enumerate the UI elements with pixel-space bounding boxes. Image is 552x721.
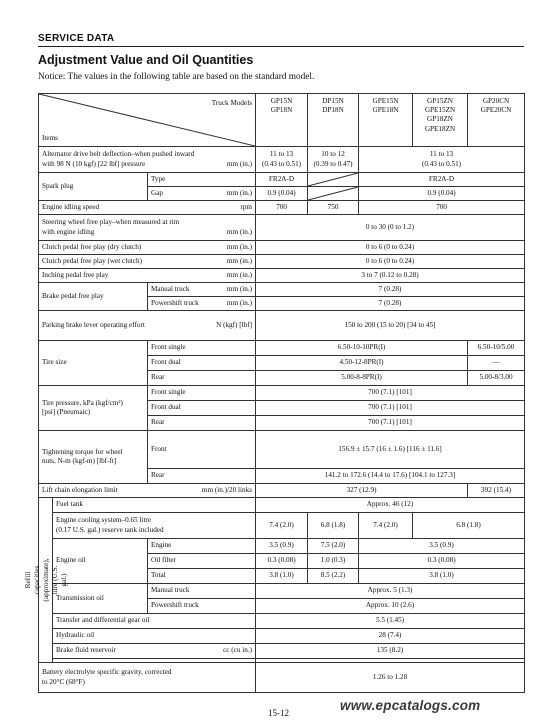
oil-engine-label: Engine bbox=[148, 539, 256, 554]
header-row bbox=[39, 94, 525, 147]
tire-front-single-value: 6.50-10-10PR(I) bbox=[256, 341, 468, 356]
table-row bbox=[39, 147, 525, 173]
page-number: 15-12 bbox=[268, 708, 289, 718]
oil-total-value-1: 3.8 (1.0) bbox=[256, 569, 308, 584]
inching-label: Inching pedal free play bbox=[42, 270, 109, 279]
chain-value-5: 392 (15.4) bbox=[468, 484, 525, 498]
torque-label: Tightening torque for wheel nuts, N-m (kgf-m) [lbf-ft] bbox=[39, 431, 148, 484]
engine-oil-label: Engine oil bbox=[53, 539, 148, 584]
oil-filter-value-3: 0.3 (0.08) bbox=[359, 554, 525, 569]
truck-models-label: Truck Models bbox=[211, 99, 253, 107]
row-label bbox=[39, 241, 256, 255]
pressure-front-dual-label: Front dual bbox=[148, 401, 256, 416]
refill-label-cell bbox=[22, 498, 69, 663]
oil-engine-value-2: 7.5 (2.0) bbox=[308, 539, 359, 554]
pressure-front-single-label: Front single bbox=[148, 386, 256, 401]
table-row bbox=[39, 513, 525, 539]
brake-manual-value: 7 (0.28) bbox=[256, 283, 525, 297]
belt-value-3: 11 to 13 (0.43 to 0.51) bbox=[359, 147, 525, 173]
brake-label: Brake pedal free play bbox=[39, 283, 148, 311]
idle-unit: rpm bbox=[240, 202, 253, 211]
idle-value-2: 750 bbox=[308, 201, 359, 215]
idle-label: Engine idling speed bbox=[42, 202, 100, 211]
torque-rear-label: Rear bbox=[148, 469, 256, 484]
belt-value-2: 10 to 12 (0.39 to 0.47) bbox=[308, 147, 359, 173]
brake-fluid-unit: cc (cu in.) bbox=[223, 646, 253, 655]
header-rule bbox=[38, 46, 524, 47]
row-label bbox=[39, 311, 256, 341]
brake-fluid-value: 135 (8.2) bbox=[256, 644, 525, 659]
table-row bbox=[39, 341, 525, 356]
cooling-value-3: 7.4 (2.0) bbox=[359, 513, 413, 539]
clutch-wet-unit: mm (in.) bbox=[226, 256, 253, 265]
inching-unit: mm (in.) bbox=[226, 270, 253, 279]
steer-label: Steering wheel free play–when measured at rim with engine idling bbox=[42, 218, 180, 236]
hydraulic-value: 28 (7.4) bbox=[256, 629, 525, 644]
tire-front-dual-value-5: — bbox=[468, 356, 525, 371]
table-row bbox=[39, 484, 525, 498]
oil-total-label: Total bbox=[148, 569, 256, 584]
pressure-rear-label: Rear bbox=[148, 416, 256, 431]
header-diagonal-cell bbox=[39, 94, 256, 147]
battery-label: Battery electrolyte specific gravity, corrected to 20°C (68°F) bbox=[39, 663, 256, 693]
oil-filter-value-1: 0.3 (0.08) bbox=[256, 554, 308, 569]
oil-total-value-2: 8.5 (2.2) bbox=[308, 569, 359, 584]
spark-gap-label: Gap bbox=[151, 188, 163, 197]
table-row bbox=[39, 584, 525, 599]
trans-manual-label: Manual truck bbox=[148, 584, 256, 599]
spec-table bbox=[22, 93, 525, 693]
pressure-rear-value: 700 (7.1) [101] bbox=[256, 416, 525, 431]
section-label: SERVICE DATA bbox=[38, 33, 115, 44]
battery-value: 1.26 to 1.28 bbox=[256, 663, 525, 693]
row-label bbox=[39, 269, 256, 283]
clutch-wet-value: 0 to 6 (0 to 0.24) bbox=[256, 255, 525, 269]
tire-rear-label: Rear bbox=[148, 371, 256, 386]
clutch-dry-unit: mm (in.) bbox=[226, 242, 253, 251]
table-row bbox=[39, 498, 525, 513]
clutch-dry-label: Clutch pedal free play (dry clutch) bbox=[42, 242, 142, 251]
row-label bbox=[39, 484, 256, 498]
table-row bbox=[39, 431, 525, 469]
cooling-value-2: 6.8 (1.8) bbox=[308, 513, 359, 539]
row-label bbox=[148, 187, 256, 201]
row-label bbox=[148, 297, 256, 311]
hydraulic-label: Hydraulic oil bbox=[53, 629, 256, 644]
steer-value: 0 to 30 (0 to 1.2) bbox=[256, 215, 525, 241]
cooling-value-1: 7.4 (2.0) bbox=[256, 513, 308, 539]
notice-text: Notice: The values in the following table are based on the standard model. bbox=[38, 72, 315, 82]
tire-label: Tire size bbox=[39, 341, 148, 386]
belt-label: Alternator drive belt deflection–when pushed inward with 98 N (10 kgf) [22 lbf] pressure bbox=[42, 150, 195, 168]
diff-value: 5.5 (1.45) bbox=[256, 614, 525, 629]
table-row bbox=[39, 629, 525, 644]
idle-value-3: 700 bbox=[359, 201, 525, 215]
parking-value: 150 to 200 (15 to 20) [34 to 45] bbox=[256, 311, 525, 341]
row-label bbox=[53, 644, 256, 659]
table-row bbox=[39, 201, 525, 215]
brake-fluid-label: Brake fluid reservoir bbox=[56, 646, 116, 655]
pressure-front-single-value: 700 (7.1) [101] bbox=[256, 386, 525, 401]
clutch-dry-value: 0 to 6 (0 to 0.24) bbox=[256, 241, 525, 255]
fuel-value: Approx. 46 (12) bbox=[256, 498, 525, 513]
belt-unit: mm (in.) bbox=[226, 159, 253, 168]
diagonal-cell bbox=[308, 187, 359, 201]
spark-type-label: Type bbox=[148, 173, 256, 187]
spark-gap-value-1: 0.9 (0.04) bbox=[256, 187, 308, 201]
torque-front-label: Front bbox=[148, 431, 256, 469]
steer-unit: mm (in.) bbox=[226, 227, 253, 236]
fuel-label: Fuel tank bbox=[53, 498, 256, 513]
model-header-4: GP15ZN GPE15ZN GP18ZN GPE18ZN bbox=[413, 94, 468, 147]
chain-unit: mm (in.)/20 links bbox=[201, 485, 253, 494]
trans-power-value: Approx. 10 (2.6) bbox=[256, 599, 525, 614]
spark-gap-value-3: 0.9 (0.04) bbox=[359, 187, 525, 201]
model-header-5: GP20CN GPE20CN bbox=[468, 94, 525, 147]
oil-filter-value-2: 1.0 (0.3) bbox=[308, 554, 359, 569]
tire-front-dual-label: Front dual bbox=[148, 356, 256, 371]
idle-value-1: 700 bbox=[256, 201, 308, 215]
brake-power-value: 7 (0.28) bbox=[256, 297, 525, 311]
brake-manual-unit: mm (in.) bbox=[226, 284, 253, 293]
table-row bbox=[39, 283, 525, 297]
spark-type-value-3: FR2A-D bbox=[359, 173, 525, 187]
torque-rear-value: 141.2 to 172.6 (14.4 to 17.6) [104.1 to 127.3] bbox=[256, 469, 525, 484]
tire-rear-value: 5.00-8-8PR(I) bbox=[256, 371, 468, 386]
cooling-value-4: 6.8 (1.8) bbox=[413, 513, 525, 539]
spark-label: Spark plug bbox=[39, 173, 148, 201]
chain-value: 327 (12.9) bbox=[256, 484, 468, 498]
tire-rear-value-5: 5.00-8/3.00 bbox=[468, 371, 525, 386]
inching-value: 3 to 7 (0.12 to 0.28) bbox=[256, 269, 525, 283]
oil-engine-value-1: 3.5 (0.9) bbox=[256, 539, 308, 554]
table-row bbox=[39, 269, 525, 283]
trans-manual-value: Approx. 5 (1.3) bbox=[256, 584, 525, 599]
chain-label: Lift chain elongation limit bbox=[42, 485, 118, 494]
brake-manual-label: Manual truck bbox=[151, 284, 190, 293]
refill-label: Refill capacities (approximate), litre (U.S. gal.) bbox=[22, 558, 69, 602]
model-header-2: DP15N DP18N bbox=[308, 94, 359, 147]
model-header-1: GP15N GP18N bbox=[256, 94, 308, 147]
table-row bbox=[39, 663, 525, 693]
table-row bbox=[39, 255, 525, 269]
row-label bbox=[39, 147, 256, 173]
oil-filter-label: Oil filter bbox=[148, 554, 256, 569]
row-label bbox=[148, 283, 256, 297]
clutch-wet-label: Clutch pedal free play (wet clutch) bbox=[42, 256, 142, 265]
oil-total-value-3: 3.8 (1.0) bbox=[359, 569, 525, 584]
row-label bbox=[39, 201, 256, 215]
items-label: Items bbox=[42, 133, 58, 142]
table-row bbox=[39, 614, 525, 629]
page-title: Adjustment Value and Oil Quantities bbox=[38, 53, 254, 67]
brake-power-label: Powershift truck bbox=[151, 298, 199, 307]
table-row bbox=[39, 386, 525, 401]
diagonal-cell bbox=[308, 173, 359, 187]
belt-value-1: 11 to 13 (0.43 to 0.51) bbox=[256, 147, 308, 173]
diff-label: Transfer and differential gear oil bbox=[53, 614, 256, 629]
table-row bbox=[39, 311, 525, 341]
brake-power-unit: mm (in.) bbox=[226, 298, 253, 307]
transmission-label: Transmission oil bbox=[53, 584, 148, 614]
spark-type-value-1: FR2A-D bbox=[256, 173, 308, 187]
parking-label: Parking brake lever operating effort bbox=[42, 320, 145, 329]
table-row bbox=[39, 644, 525, 659]
oil-engine-value-3: 3.5 (0.9) bbox=[359, 539, 525, 554]
torque-front-value: 156.9 ± 15.7 (16 ± 1.6) [116 ± 11.6] bbox=[256, 431, 525, 469]
row-label bbox=[39, 255, 256, 269]
spark-gap-unit: mm (in.) bbox=[226, 188, 253, 197]
table-row bbox=[39, 539, 525, 554]
watermark: www.epcatalogs.com bbox=[340, 698, 481, 713]
trans-power-label: Powershift truck bbox=[148, 599, 256, 614]
model-header-3: GPE15N GPE18N bbox=[359, 94, 413, 147]
pressure-front-dual-value: 700 (7.1) [101] bbox=[256, 401, 525, 416]
pressure-label: Tire pressure, kPa (kgf/cm²) [psi] (Pneumaic) bbox=[39, 386, 148, 431]
cooling-label: Engine cooling system–0.65 litre (0.17 U.S. gal.) reserve tank included bbox=[53, 513, 256, 539]
table-row bbox=[39, 241, 525, 255]
row-label bbox=[39, 215, 256, 241]
tire-front-dual-value: 4.50-12-8PR(I) bbox=[256, 356, 468, 371]
table-row bbox=[39, 173, 525, 187]
table-row bbox=[39, 215, 525, 241]
parking-unit: N (kgf) [lbf] bbox=[216, 320, 253, 329]
tire-front-single-label: Front single bbox=[148, 341, 256, 356]
tire-front-single-value-5: 6.50-10/5.00 bbox=[468, 341, 525, 356]
